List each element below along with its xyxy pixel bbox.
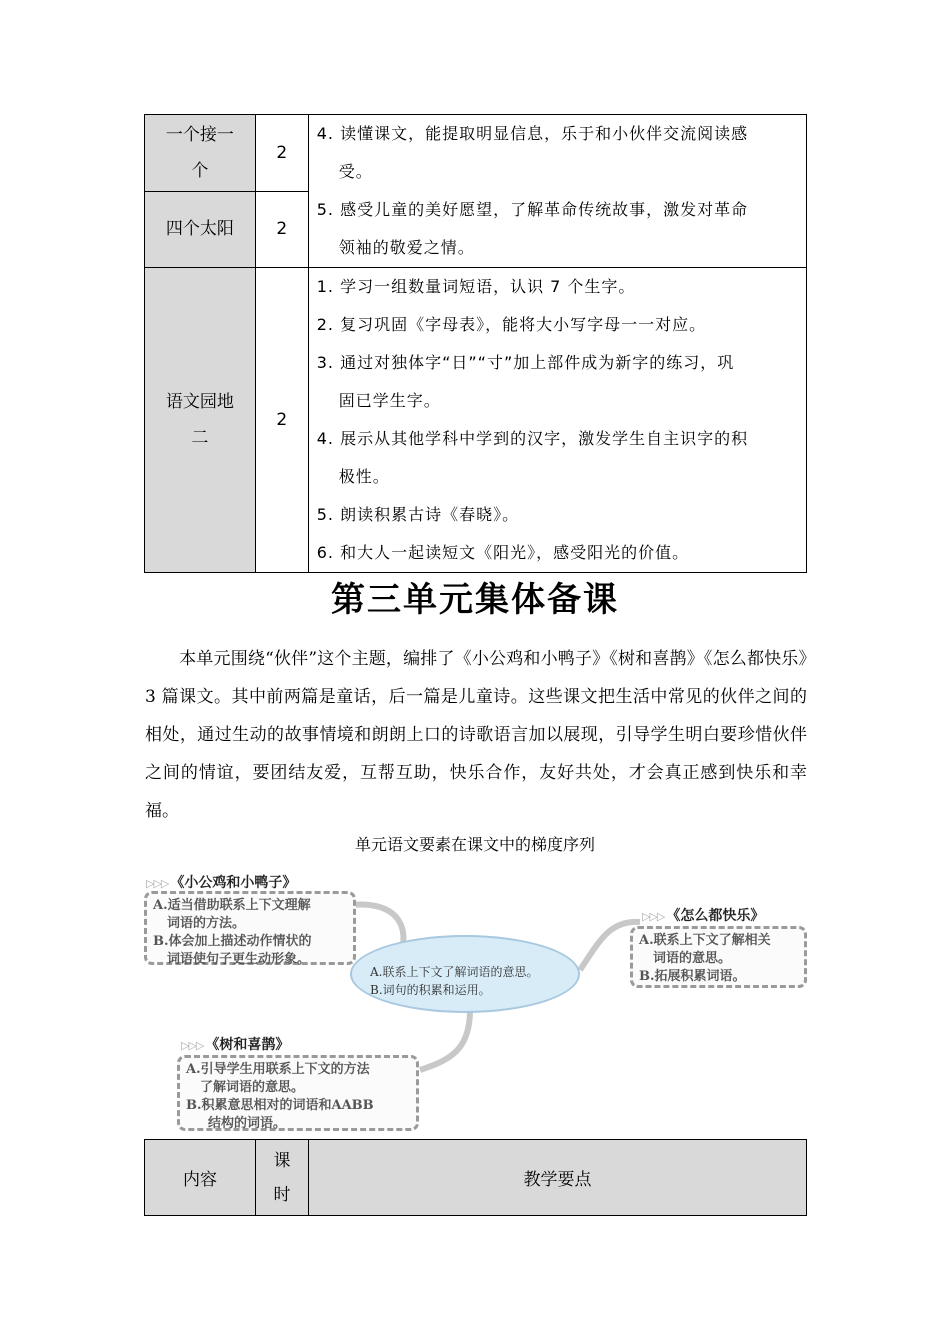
header-content: 内容: [145, 1140, 256, 1216]
unit-title: 第三单元集体备课: [331, 580, 619, 620]
box-line: B.拓展积累词语。: [639, 969, 746, 984]
box-line: B.体会加上描述动作情状的: [153, 934, 312, 949]
goal-line: 2. 复习巩固《字母表》，能将大小写字母一一对应。: [316, 315, 707, 334]
goal-line: 5. 朗读积累古诗《春晓》。: [316, 505, 520, 524]
box-line: 词语的方法。: [167, 916, 246, 931]
goal-line: 受。: [338, 162, 373, 181]
goal-line: 4. 展示从其他学科中学到的汉字，激发学生自主识字的积: [316, 429, 749, 448]
arrow-icon: ▷▷▷: [146, 877, 169, 890]
lesson-plan-table-bottom: [144, 1139, 807, 1216]
box-line: A.联系上下文了解相关: [639, 933, 771, 948]
header-teaching-points: 教学要点: [309, 1140, 807, 1216]
core-goals-oval: [350, 935, 580, 1013]
header-hours-line: 课: [273, 1150, 291, 1171]
box-line: A.引导学生用联系上下文的方法: [186, 1062, 370, 1077]
lesson3-box: [630, 926, 807, 988]
box-line: 词语使句子更生动形象。: [167, 952, 311, 967]
box-line: 了解词语的意思。: [200, 1080, 305, 1095]
core-goal-line: B.词句的积累和运用。: [370, 983, 491, 997]
goal-line: 极性。: [338, 467, 390, 486]
lesson3-title-text: 《怎么都快乐》: [666, 908, 765, 924]
goal-line: 6. 和大人一起读短文《阳光》，感受阳光的价值。: [316, 543, 690, 562]
intro-text: 本单元围绕“伙伴”这个主题，编排了《小公鸡和小鸭子》《树和喜鹊》《怎么都快乐》3 篇课文。其中前两篇是童话，后一篇是儿童诗。这些课文把生活中常见的伙伴之间的相处，通过生动的故事情境和朗朗上口的诗歌语言加以展现，引导学生明白要珍惜伙伴之间的情谊，要团结友爱，互帮互助，快乐合作，友好共处，才会真正感到快乐和幸福。: [145, 649, 807, 821]
intro-paragraph: [145, 640, 807, 830]
hours-cell: 2: [255, 268, 308, 573]
lesson-name-cell: [145, 191, 256, 268]
lesson2-box: [177, 1055, 419, 1131]
goal-line: 4. 读懂课文，能提取明显信息，乐于和小伙伴交流阅读感: [316, 124, 749, 143]
goals-cell: [308, 115, 806, 268]
hours-cell: 2: [255, 115, 308, 192]
box-line: A.适当借助联系上下文理解: [153, 898, 311, 913]
lesson2-title-text: 《树和喜鹊》: [205, 1037, 290, 1053]
goals-cell: [308, 268, 806, 573]
header-hours-line: 时: [273, 1184, 291, 1205]
header-hours: [256, 1140, 309, 1216]
lesson-name-cell: [145, 115, 256, 192]
goal-line: 3. 通过对独体字“日”“寸”加上部件成为新字的练习，巩: [316, 353, 735, 372]
box-line: 结构的词语。: [208, 1116, 287, 1131]
lesson-name-line: 二: [191, 428, 209, 448]
lesson2-title: [181, 1034, 289, 1054]
diagram-caption: 单元语文要素在课文中的梯度序列: [354, 835, 595, 854]
lesson1-title: [146, 872, 296, 892]
goal-line: 领袖的敬爱之情。: [338, 238, 475, 257]
hours-cell: 2: [255, 191, 308, 268]
lesson1-title-text: 《小公鸡和小鸭子》: [170, 875, 297, 891]
arrow-icon: ▷▷▷: [642, 910, 665, 923]
lesson3-title: [642, 905, 764, 925]
lesson-name-cell: [145, 268, 256, 573]
core-goal-line: A.联系上下文了解词语的意思。: [370, 965, 539, 979]
box-line: 词语的意思。: [653, 951, 732, 966]
lesson-name-line: 四个太阳: [165, 219, 234, 240]
goal-line: 5. 感受儿童的美好愿望，了解革命传统故事，激发对革命: [316, 200, 749, 219]
lesson1-box: [144, 891, 356, 965]
lesson-name-line: 语文园地: [165, 392, 234, 412]
arrow-icon: ▷▷▷: [181, 1039, 204, 1052]
box-line: B.积累意思相对的词语和AABB: [186, 1098, 374, 1113]
goal-line: 1. 学习一组数量词短语，认识 7 个生字。: [316, 277, 636, 296]
lesson-name-line: 个: [191, 160, 209, 181]
lesson-name-line: 一个接一: [165, 124, 234, 145]
goal-line: 固已学生字。: [338, 391, 441, 410]
lesson-plan-table-top: [144, 114, 807, 573]
